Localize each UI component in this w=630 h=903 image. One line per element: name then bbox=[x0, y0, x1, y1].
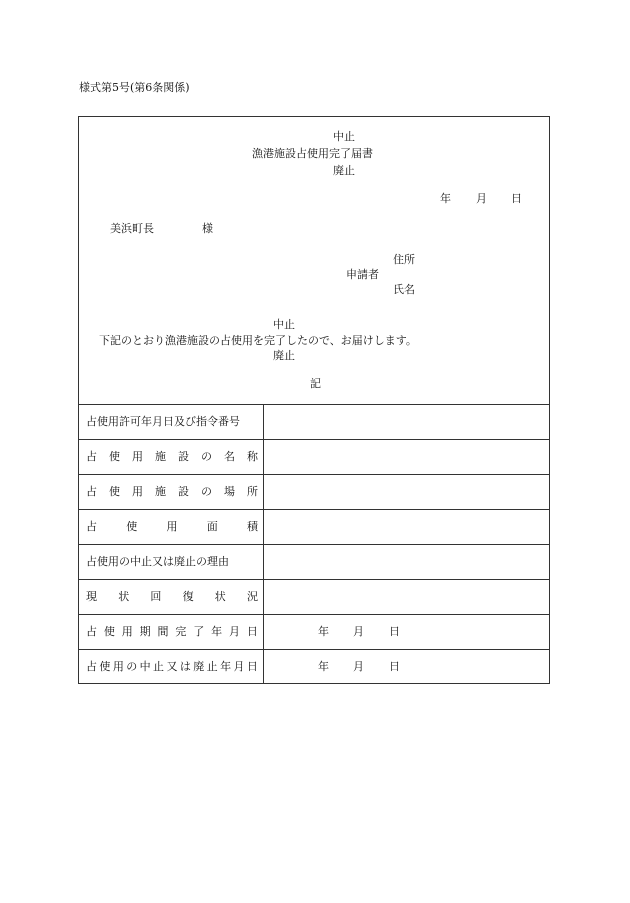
table-row-label-char: 使 bbox=[99, 660, 111, 673]
table-row-label-char: 状 bbox=[214, 590, 226, 603]
table-row-label-char: 中 bbox=[139, 660, 151, 673]
table-row-label-char: 又 bbox=[166, 660, 178, 673]
table-row-label bbox=[86, 485, 258, 499]
table-row-label-char: の bbox=[201, 450, 212, 463]
table-row-label-char: 設 bbox=[178, 485, 189, 498]
row-divider bbox=[78, 614, 550, 615]
table-row-label-char: 用 bbox=[132, 450, 143, 463]
table-row-label-char: 名 bbox=[224, 450, 235, 463]
table-row-label-char: 廃 bbox=[193, 660, 205, 673]
date-day-label: 日 bbox=[511, 192, 522, 205]
table-row-label-char: 占 bbox=[86, 520, 97, 533]
table-top-border bbox=[78, 404, 550, 405]
date-month-label: 月 bbox=[476, 192, 487, 205]
table-row-label-char: 用 bbox=[112, 660, 124, 673]
table-row-label-char: 面 bbox=[206, 520, 218, 533]
table-row-label-char: 用 bbox=[121, 625, 133, 638]
table-row-label-char: 用 bbox=[132, 485, 143, 498]
table-row-label-char: 日 bbox=[246, 625, 258, 638]
table-row-label-char: は bbox=[179, 660, 191, 673]
row-divider bbox=[78, 439, 550, 440]
table-row-label-char: 止 bbox=[206, 660, 218, 673]
table-column-divider bbox=[263, 404, 264, 684]
table-row-label bbox=[86, 415, 258, 429]
usage-end-year-label: 年 bbox=[318, 625, 329, 638]
table-row-label-char: 施 bbox=[155, 450, 166, 463]
table-row-label bbox=[86, 520, 258, 534]
table-row-label-char: 占使用の中止又は廃止の理由 bbox=[86, 555, 229, 568]
cancel-date-month-label: 月 bbox=[353, 660, 364, 673]
statement-text: 下記のとおり漁港施設の占使用を完了したので、お届けします。 bbox=[99, 334, 417, 347]
row-divider bbox=[78, 579, 550, 580]
table-row-label-char: 占 bbox=[86, 660, 97, 673]
title-bottom-option: 廃止 bbox=[333, 164, 355, 177]
cancel-date-day-label: 日 bbox=[389, 660, 400, 673]
table-row-label-char: 止 bbox=[153, 660, 165, 673]
table-row-label-char: 了 bbox=[193, 625, 205, 638]
table-row-label-char: 期 bbox=[139, 625, 151, 638]
table-row-label-char: 使 bbox=[109, 450, 120, 463]
applicant-name-label: 氏名 bbox=[393, 283, 415, 296]
table-row-label-char: 占 bbox=[86, 485, 97, 498]
table-row-label bbox=[86, 590, 258, 604]
table-row-label-char: 占 bbox=[86, 450, 97, 463]
title-top-option: 中止 bbox=[333, 130, 355, 143]
table-row-label-char: 完 bbox=[175, 625, 187, 638]
table-row-label bbox=[86, 450, 258, 464]
table-row-label-char: 復 bbox=[182, 590, 194, 603]
table-row-label-char: 現 bbox=[86, 590, 97, 603]
table-row-label-char: 占 bbox=[86, 625, 97, 638]
form-title: 漁港施設占使用完了届書 bbox=[252, 147, 373, 160]
table-row-label-char: 間 bbox=[157, 625, 169, 638]
addressee-name: 美浜町長 bbox=[110, 222, 154, 235]
form-number: 様式第5号(第6条関係) bbox=[79, 81, 190, 94]
row-divider bbox=[78, 509, 550, 510]
table-row-label bbox=[86, 660, 258, 674]
table-row-label-char: 況 bbox=[246, 590, 258, 603]
table-row-label-char: 称 bbox=[247, 450, 258, 463]
usage-end-day-label: 日 bbox=[389, 625, 400, 638]
applicant-address-label: 住所 bbox=[393, 253, 415, 266]
statement-bottom-option: 廃止 bbox=[273, 349, 295, 362]
row-divider bbox=[78, 649, 550, 650]
table-row-label-char: 場 bbox=[224, 485, 235, 498]
table-row-label-char: の bbox=[126, 660, 138, 673]
table-row-label-char: の bbox=[201, 485, 212, 498]
table-row-label-char: 月 bbox=[229, 625, 240, 638]
table-row-label bbox=[86, 625, 258, 639]
table-row-label-char: 積 bbox=[247, 520, 258, 533]
table-row-label-char: 用 bbox=[166, 520, 178, 533]
table-row-label-char: 年 bbox=[211, 625, 223, 638]
table-row-label-char: 月 bbox=[233, 660, 245, 673]
row-divider bbox=[78, 474, 550, 475]
table-row-label-char: 使 bbox=[126, 520, 138, 533]
table-row-label-char: 年 bbox=[220, 660, 232, 673]
addressee-suffix: 様 bbox=[202, 222, 213, 235]
table-row-label-char: 状 bbox=[118, 590, 130, 603]
date-year-label: 年 bbox=[440, 192, 451, 205]
table-row-label-char: 施 bbox=[155, 485, 166, 498]
usage-end-month-label: 月 bbox=[353, 625, 364, 638]
table-row-label bbox=[86, 555, 258, 569]
row-divider bbox=[78, 544, 550, 545]
table-row-label-char: 回 bbox=[150, 590, 162, 603]
table-row-label-char: 使 bbox=[103, 625, 115, 638]
table-row-label-char: 占使用許可年月日及び指令番号 bbox=[86, 415, 240, 428]
statement-top-option: 中止 bbox=[273, 318, 295, 331]
applicant-label: 申請者 bbox=[346, 268, 379, 281]
table-row-label-char: 設 bbox=[178, 450, 189, 463]
table-row-label-char: 所 bbox=[247, 485, 258, 498]
table-row-label-char: 日 bbox=[246, 660, 258, 673]
cancel-date-year-label: 年 bbox=[318, 660, 329, 673]
ki-label: 記 bbox=[310, 377, 321, 390]
table-row-label-char: 使 bbox=[109, 485, 120, 498]
